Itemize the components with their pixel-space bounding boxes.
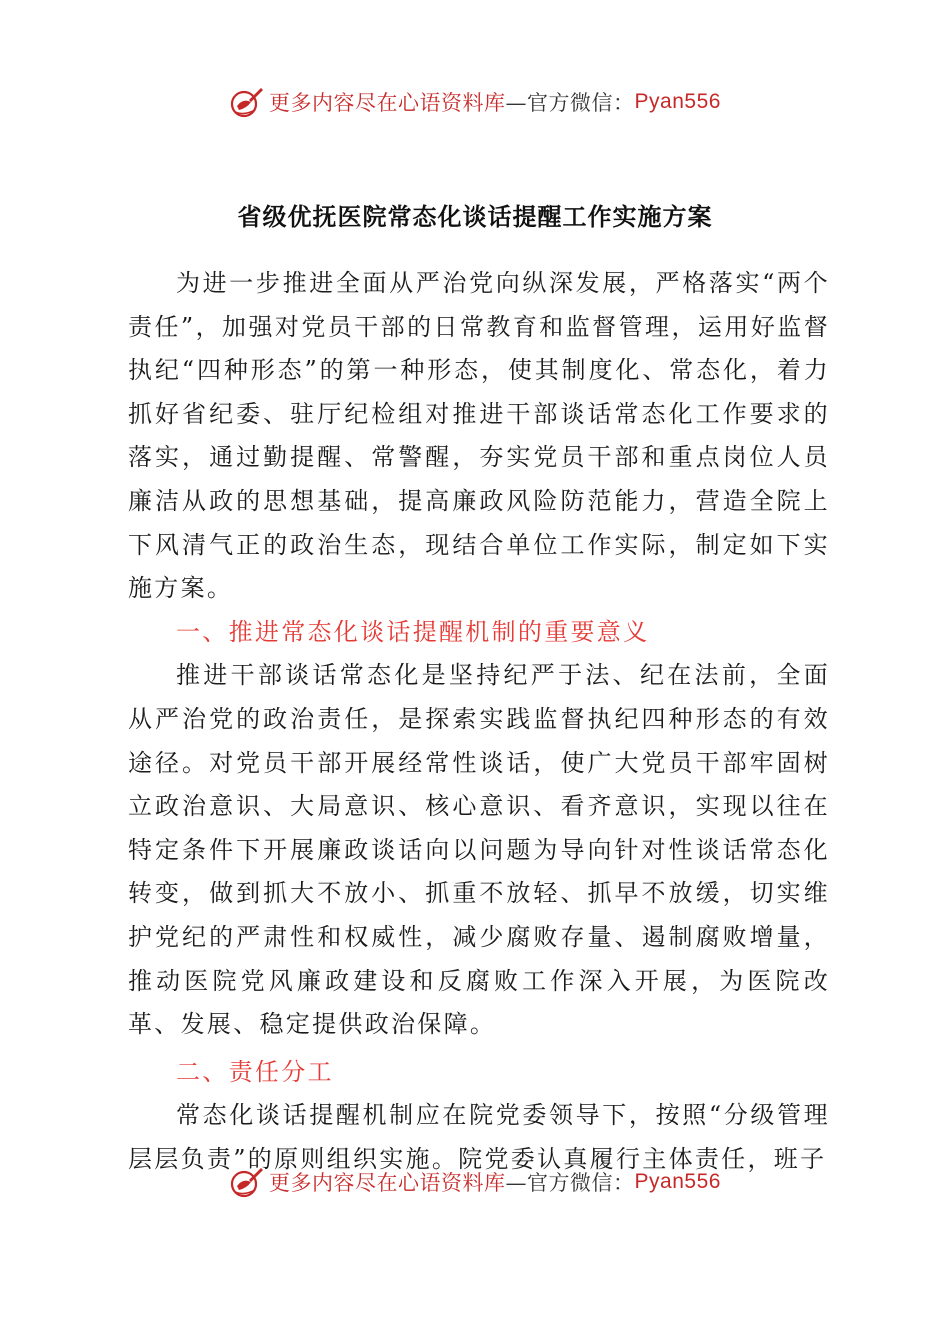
pen-logo-icon — [229, 1164, 265, 1200]
section-2-heading: 二、责任分工 — [176, 1057, 334, 1086]
pen-logo-icon — [229, 84, 265, 120]
banner-wechat-id: Pyan556 — [634, 90, 721, 113]
intro-paragraph: 为进一步推进全面从严治党向纵深发展，严格落实“两个责任”，加强对党员干部的日常教育和监督管理，运用好监督执纪“四种形态”的第一种形态，使其制度化、常态化，着力抓好省纪委、驻厅纪检组对推进干部谈话常态化工作要求的落实，通过勤提醒、常警醒，夯实党员干部和重点岗位人员廉洁从政的思想基础，提高廉政风险防范能力，营造全院上下风清气正的政治生态，现结合单位工作实际，制定如下实施方案。 — [128, 269, 830, 603]
banner-wechat-label: —官方微信： — [505, 91, 635, 115]
header-banner — [0, 82, 950, 122]
section-2-paragraph: 常态化谈话提醒机制应在院党委领导下，按照“分级管理层层负责”的原则组织实施。院党委认真履行主体责任，班子 — [128, 1101, 830, 1173]
banner-text: 更多内容尽在心语资料库 — [269, 1171, 506, 1195]
banner-wechat-id: Pyan556 — [634, 1170, 721, 1193]
document-title: 省级优抚医院常态化谈话提醒工作实施方案 — [237, 203, 713, 231]
footer-banner — [0, 1162, 950, 1202]
section-1-heading: 一、推进常态化谈话提醒机制的重要意义 — [176, 617, 650, 646]
banner-wechat-label: —官方微信： — [505, 1171, 635, 1195]
banner-text: 更多内容尽在心语资料库 — [269, 91, 506, 115]
document-body — [128, 262, 830, 1181]
section-1-paragraph: 推进干部谈话常态化是坚持纪严于法、纪在法前，全面从严治党的政治责任，是探索实践监督执纪四种形态的有效途径。对党员干部开展经常性谈话，使广大党员干部牢固树立政治意识、大局意识、核心意识、看齐意识，实现以往在特定条件下开展廉政谈话向以问题为导向针对性谈话常态化转变，做到抓大不放小、抓重不放轻、抓早不放缓，切实维护党纪的严肃性和权威性，减少腐败存量、遏制腐败增量，推动医院党风廉政建设和反腐败工作深入开展，为医院改革、发展、稳定提供政治保障。 — [128, 661, 830, 1039]
